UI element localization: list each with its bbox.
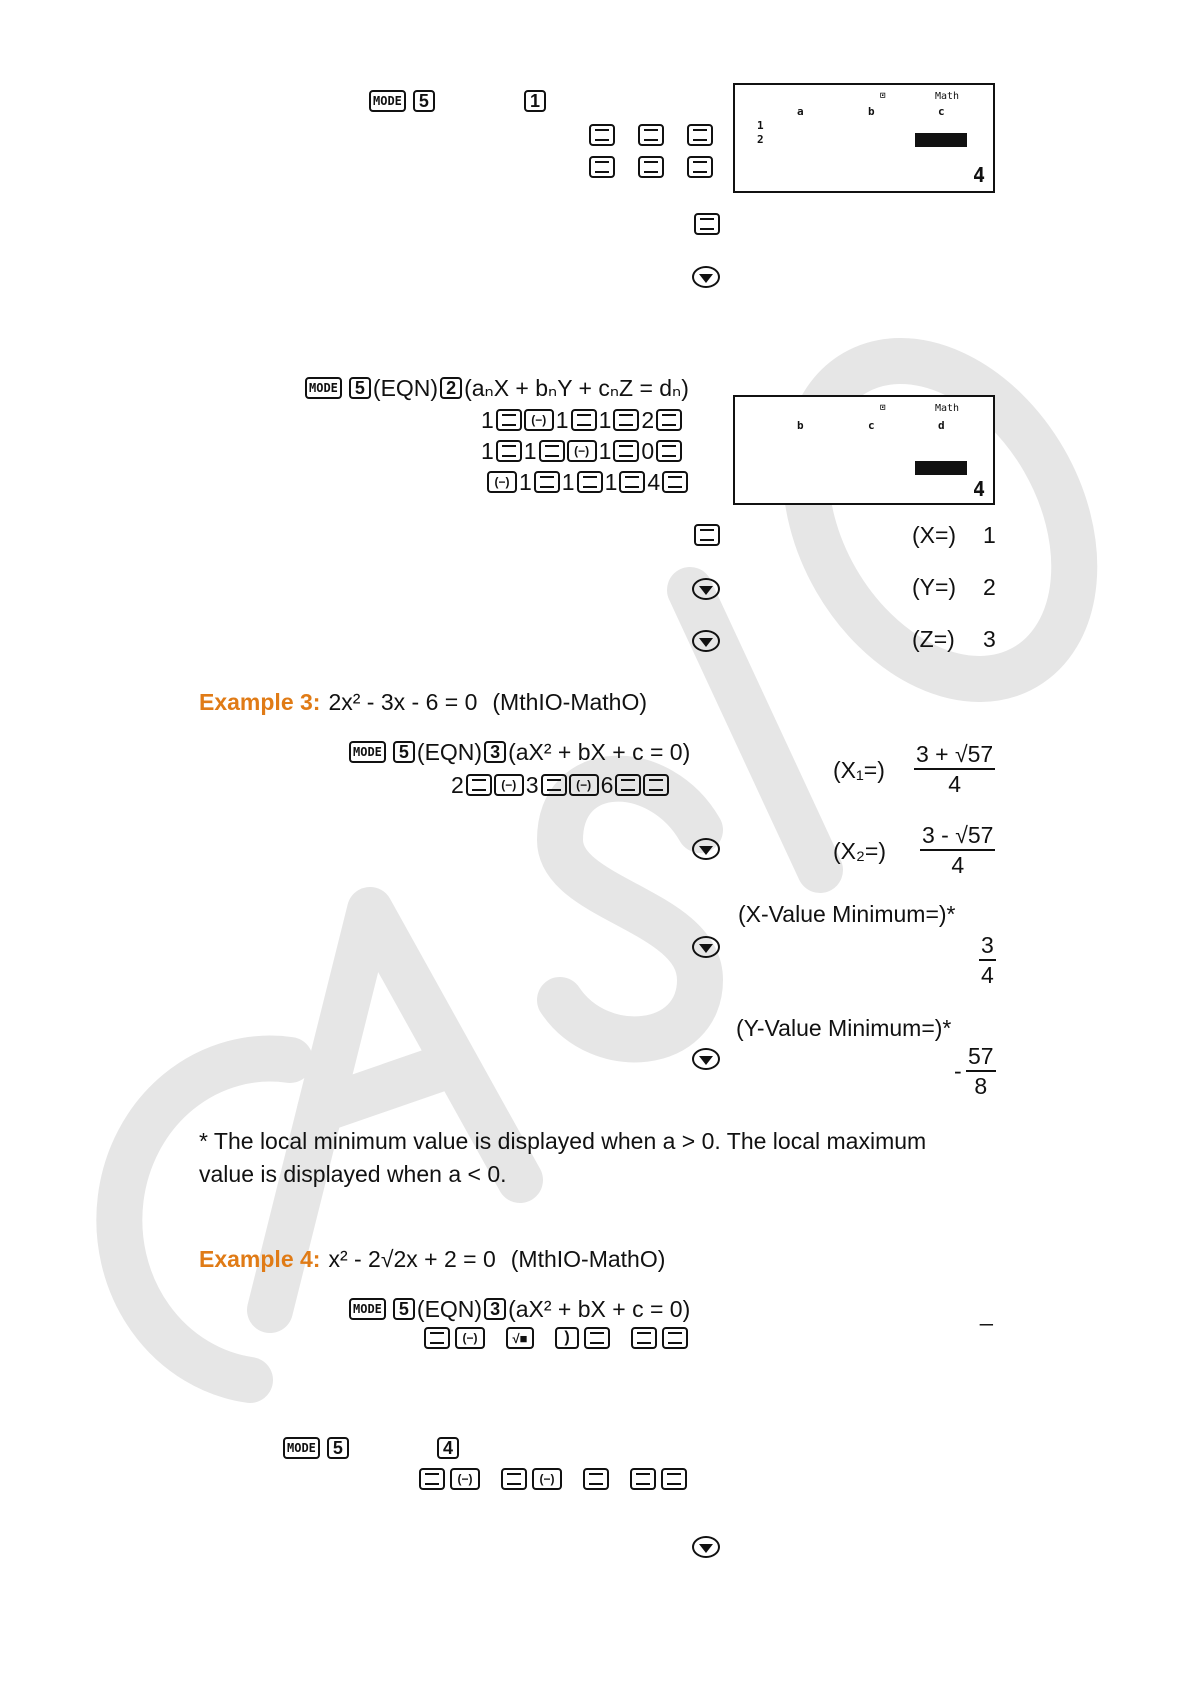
coefficient: 1 bbox=[604, 469, 618, 495]
mode-key: MODE bbox=[283, 1437, 320, 1459]
screen-label-c: c bbox=[868, 419, 875, 432]
negative-key: (−) bbox=[494, 774, 524, 796]
result-x-label: (X=) bbox=[912, 522, 957, 548]
screen-label-d: d bbox=[938, 419, 945, 432]
key-3: 3 bbox=[484, 1298, 506, 1320]
key-3: 3 bbox=[484, 741, 506, 763]
equals-key bbox=[571, 409, 597, 431]
down-arrow-icon bbox=[692, 266, 720, 288]
bottom-down-arrow bbox=[692, 1536, 720, 1558]
xmin-denominator: 4 bbox=[981, 962, 994, 988]
down-arrow-icon bbox=[692, 1048, 720, 1070]
coefficient: 1 bbox=[519, 469, 532, 495]
equals-key bbox=[613, 409, 639, 431]
ex3-input-row bbox=[450, 771, 670, 799]
equals-key bbox=[424, 1327, 450, 1349]
coefficient: 1 bbox=[481, 407, 494, 433]
right-paren-key: ) bbox=[555, 1327, 579, 1349]
equals-key bbox=[501, 1468, 527, 1490]
screen-value: 4 bbox=[973, 163, 986, 187]
mode-key: MODE bbox=[369, 90, 406, 112]
equation-form-label: (aX² + bX + c = 0) bbox=[508, 1296, 691, 1322]
equals-key bbox=[613, 440, 639, 462]
ex3-down-1 bbox=[692, 838, 720, 860]
xmin-label: (X-Value Minimum=)* bbox=[738, 901, 956, 927]
coefficient: 2 bbox=[641, 407, 655, 433]
ex4-input-row bbox=[423, 1327, 689, 1349]
down-arrow-icon bbox=[692, 630, 720, 652]
eqn-label: (EQN) bbox=[416, 739, 483, 765]
equals-key bbox=[631, 1327, 657, 1349]
coefficient: 2 bbox=[451, 772, 464, 798]
negative-key: (−) bbox=[569, 774, 599, 796]
screen-label-b: b bbox=[868, 105, 875, 118]
mode-key: MODE bbox=[349, 741, 386, 763]
result-y-value: 2 bbox=[983, 574, 996, 600]
equals-key bbox=[589, 124, 615, 146]
down-arrow-icon bbox=[692, 936, 720, 958]
equals-key bbox=[496, 409, 522, 431]
top-mode-keys bbox=[368, 90, 436, 112]
coefficient: 1 bbox=[481, 438, 494, 464]
calculator-screen-ex2 bbox=[733, 395, 995, 505]
screen-math-indicator: Math bbox=[935, 403, 960, 414]
ex3-heading-line bbox=[199, 688, 648, 716]
top-eq-row-1 bbox=[588, 124, 714, 146]
ex2-eq-key bbox=[693, 524, 721, 546]
coefficient: 0 bbox=[641, 438, 655, 464]
top-down-arrow bbox=[692, 266, 720, 288]
top-eq-row-2 bbox=[588, 156, 714, 178]
equals-key bbox=[541, 774, 567, 796]
down-arrow-icon bbox=[692, 838, 720, 860]
example-heading: Example 4: bbox=[199, 1246, 321, 1272]
top-eq-single bbox=[693, 213, 721, 235]
screen-value: 4 bbox=[973, 477, 986, 501]
bottom-key-4-row bbox=[436, 1437, 460, 1459]
key-5: 5 bbox=[393, 1298, 415, 1320]
result-x1-label: (X₁=) bbox=[833, 757, 885, 783]
equals-key bbox=[661, 1468, 687, 1490]
footnote-line-2: value is displayed when a < 0. bbox=[199, 1161, 507, 1187]
equals-key bbox=[466, 774, 492, 796]
equals-key bbox=[630, 1468, 656, 1490]
equation-form-label: (aX² + bX + c = 0) bbox=[508, 739, 691, 765]
sqrt-key: √■ bbox=[506, 1327, 534, 1349]
calculator-screen-top bbox=[733, 83, 995, 193]
down-arrow-icon bbox=[692, 1536, 720, 1558]
equals-key bbox=[619, 471, 645, 493]
equals-key bbox=[638, 156, 664, 178]
footnote-line-1: * The local minimum value is displayed when a > 0. The local maximum bbox=[199, 1128, 927, 1154]
x2-numerator: 3 - √57 bbox=[920, 821, 995, 851]
down-arrow-icon bbox=[692, 578, 720, 600]
equals-key bbox=[687, 156, 713, 178]
ex4-dash: _ bbox=[980, 1300, 993, 1326]
bottom-input-row bbox=[418, 1468, 688, 1490]
top-key-1-row bbox=[523, 90, 547, 112]
ex2-input-row-3 bbox=[486, 468, 689, 496]
screen-math-indicator: Math bbox=[935, 91, 960, 102]
example-equation: x² - 2√2x + 2 = 0 bbox=[328, 1246, 496, 1272]
ex3-down-2 bbox=[692, 936, 720, 958]
ymin-sign: - bbox=[954, 1058, 962, 1084]
equals-key bbox=[694, 524, 720, 546]
equals-key bbox=[643, 774, 669, 796]
coefficient: 1 bbox=[598, 407, 612, 433]
equals-key bbox=[589, 156, 615, 178]
result-x2-fraction bbox=[920, 821, 995, 879]
mode-note: (MthIO-MathO) bbox=[492, 689, 647, 715]
eqn-label: (EQN) bbox=[372, 375, 439, 401]
result-z-label: (Z=) bbox=[912, 626, 955, 652]
coefficient: 4 bbox=[647, 469, 661, 495]
mode-note: (MthIO-MathO) bbox=[510, 1246, 666, 1272]
result-x1-fraction bbox=[914, 740, 995, 798]
key-1: 1 bbox=[524, 90, 546, 112]
equals-key bbox=[662, 1327, 688, 1349]
result-x-value: 1 bbox=[983, 522, 996, 548]
equals-key bbox=[539, 440, 565, 462]
x1-denominator: 4 bbox=[948, 771, 961, 797]
equals-key bbox=[694, 213, 720, 235]
equals-key bbox=[584, 1327, 610, 1349]
x1-numerator: 3 + √57 bbox=[914, 740, 995, 770]
equals-key bbox=[656, 440, 682, 462]
xmin-numerator: 3 bbox=[979, 931, 996, 961]
example-equation: 2x² - 3x - 6 = 0 bbox=[328, 689, 478, 715]
negative-key: (−) bbox=[455, 1327, 485, 1349]
negative-key: (−) bbox=[567, 440, 597, 462]
negative-key: (−) bbox=[532, 1468, 562, 1490]
example-heading: Example 3: bbox=[199, 689, 321, 715]
coefficient: 1 bbox=[561, 469, 575, 495]
equals-key bbox=[577, 471, 603, 493]
ex3-mode-line bbox=[348, 738, 691, 766]
coefficient: 1 bbox=[555, 407, 569, 433]
key-5: 5 bbox=[393, 741, 415, 763]
result-x2-label: (X₂=) bbox=[833, 838, 887, 864]
equals-key bbox=[583, 1468, 609, 1490]
equals-key bbox=[662, 471, 688, 493]
screen-cursor bbox=[915, 461, 967, 475]
negative-key: (−) bbox=[524, 409, 554, 431]
equation-form-label: (aₙX + bₙY + cₙZ = dₙ) bbox=[464, 375, 689, 401]
mode-key: MODE bbox=[349, 1298, 386, 1320]
ymin-fraction bbox=[966, 1042, 996, 1100]
negative-key: (−) bbox=[487, 471, 517, 493]
ex2-input-row-1 bbox=[480, 406, 683, 434]
equals-key bbox=[656, 409, 682, 431]
mode-key: MODE bbox=[305, 377, 342, 399]
bottom-mode-keys bbox=[282, 1437, 350, 1459]
eqn-label: (EQN) bbox=[416, 1296, 483, 1322]
key-2: 2 bbox=[440, 377, 462, 399]
ex2-down-2 bbox=[692, 630, 720, 652]
key-5: 5 bbox=[327, 1437, 349, 1459]
screen-label-a: a bbox=[797, 105, 804, 118]
screen-label-b: b bbox=[797, 419, 804, 432]
result-z-value: 3 bbox=[983, 626, 996, 652]
ex4-mode-line bbox=[348, 1295, 691, 1323]
equals-key bbox=[419, 1468, 445, 1490]
coefficient: 1 bbox=[523, 438, 537, 464]
screen-icon: ⊡ bbox=[880, 91, 886, 101]
ex4-heading-line bbox=[199, 1245, 666, 1273]
screen-row-2: 2 bbox=[757, 133, 764, 146]
ex2-input-row-2 bbox=[480, 437, 683, 465]
key-4: 4 bbox=[437, 1437, 459, 1459]
equals-key bbox=[615, 774, 641, 796]
ymin-label: (Y-Value Minimum=)* bbox=[736, 1015, 952, 1041]
coefficient: 1 bbox=[598, 438, 612, 464]
xmin-fraction bbox=[979, 931, 996, 989]
ymin-numerator: 57 bbox=[966, 1042, 996, 1072]
key-5: 5 bbox=[413, 90, 435, 112]
equals-key bbox=[534, 471, 560, 493]
ex3-down-3 bbox=[692, 1048, 720, 1070]
x2-denominator: 4 bbox=[951, 852, 965, 878]
screen-row-1: 1 bbox=[757, 119, 764, 132]
coefficient: 6 bbox=[600, 772, 614, 798]
negative-key: (−) bbox=[450, 1468, 480, 1490]
result-y-label: (Y=) bbox=[912, 574, 957, 600]
equals-key bbox=[638, 124, 664, 146]
screen-icon: ⊡ bbox=[880, 403, 886, 413]
coefficient: 3 bbox=[525, 772, 539, 798]
key-5: 5 bbox=[349, 377, 371, 399]
equals-key bbox=[496, 440, 522, 462]
ex2-mode-line bbox=[304, 374, 690, 402]
screen-cursor bbox=[915, 133, 967, 147]
ymin-denominator: 8 bbox=[974, 1073, 988, 1099]
equals-key bbox=[687, 124, 713, 146]
ex2-down-1 bbox=[692, 578, 720, 600]
screen-label-c: c bbox=[938, 105, 945, 118]
